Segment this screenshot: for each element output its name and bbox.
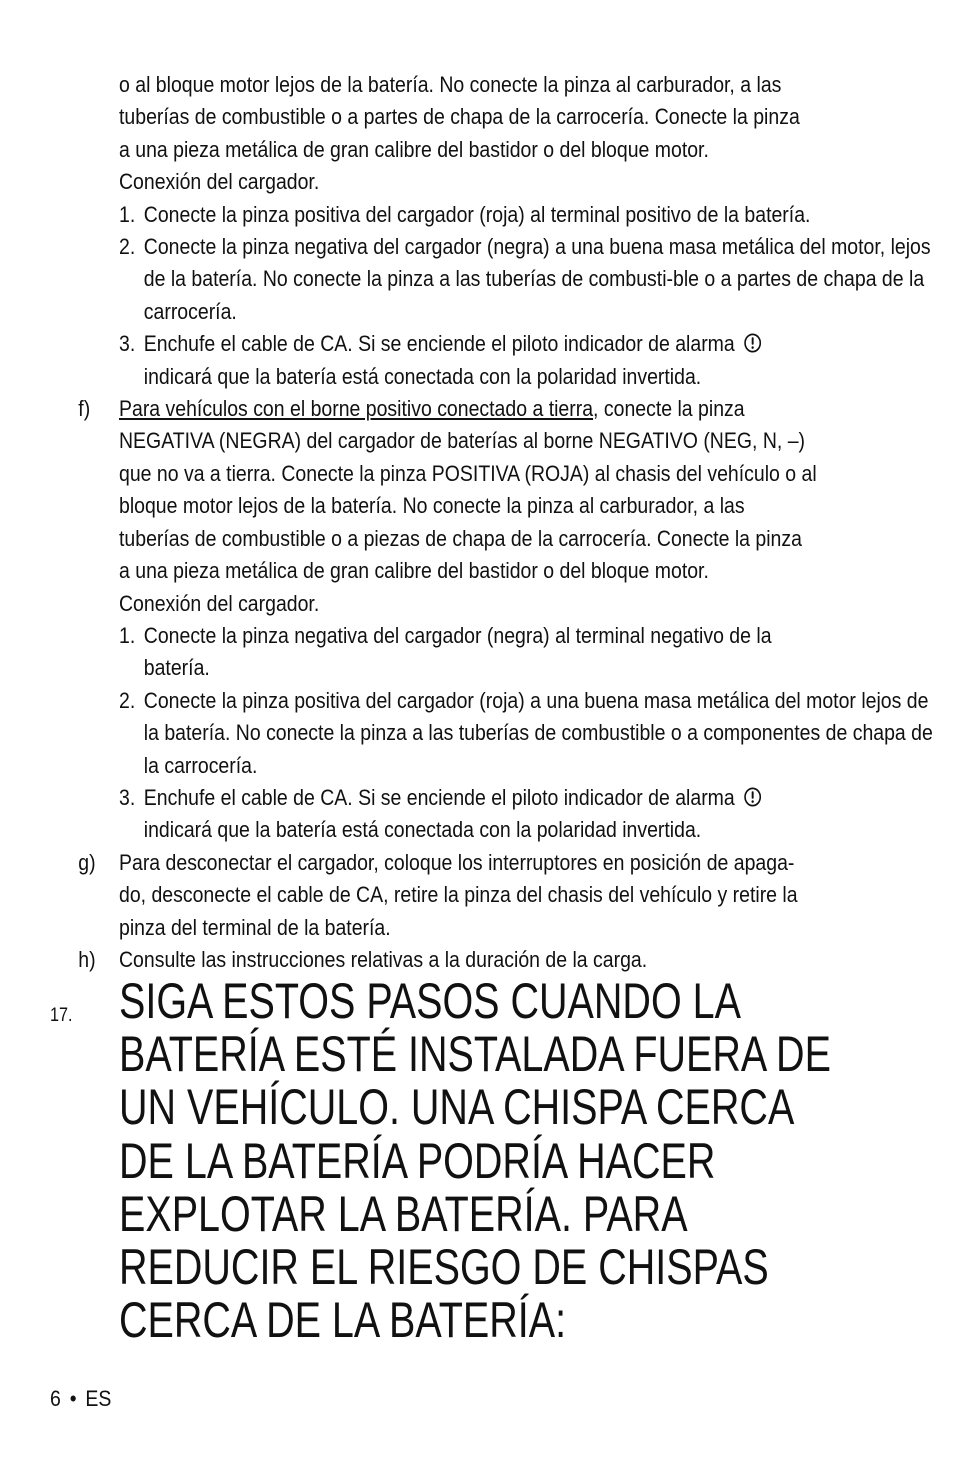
item-f-text: , conecte la pinza NEGATIVA (NEGRA) del cargador de baterías al borne NEGATIVO (NEG, N, –) que no va a tierra. Conecte la pinza POSITIVA (ROJA) al chasis del vehículo o al bloque motor lejos de la batería. No conecte la pinza al carburador, a las tuberías de combustible o a piezas de chapa de la carrocería. Conecte la pinza a una pieza metálica de gran calibre del bastidor o del bloque motor.: [119, 396, 817, 584]
item-f-step-1: [119, 620, 818, 685]
intro-line-1: o al bloque motor lejos de la batería. No conecte la pinza al carburador, a las: [119, 72, 782, 97]
item-h: [78, 944, 818, 976]
item-f-step-2: [119, 685, 933, 782]
step-number: 3.: [119, 784, 136, 810]
connection-heading: Conexión del cargador.: [119, 590, 320, 616]
item-f-underlined: Para vehículos con el borne positivo conectado a tierra: [119, 396, 594, 422]
language-code: ES: [85, 1386, 112, 1411]
item-letter: g): [78, 849, 96, 875]
item-f-step-3: [119, 782, 818, 847]
step-text: Conecte la pinza negativa del cargador (negra) al terminal negativo de la batería.: [143, 622, 772, 681]
step-number: 3.: [119, 331, 136, 357]
warning-text: SIGA ESTOS PASOS CUANDO LA BATERÍA ESTÉ INSTALADA FUERA DE UN VEHÍCULO. UNA CHISPA CERCA DE LA BATERÍA PODRÍA HACER EXPLOTAR LA BATERÍA. PARA REDUCIR EL RIESGO DE CHISPAS CERCA DE LA BATERÍA:: [119, 973, 831, 1349]
step-number: 2.: [119, 687, 136, 713]
step-text: Enchufe el cable de CA. Si se enciende el piloto indicador de alarma: [143, 331, 735, 357]
step-text: Conecte la pinza positiva del cargador (roja) a una buena masa metálica del motor lejos de la batería. No conecte la pinza a las tuberías de combustible o a componentes de chapa de la carrocería.: [143, 687, 933, 778]
item-letter: h): [78, 946, 96, 972]
item-g: [78, 847, 818, 944]
intro-step-2: [119, 231, 931, 328]
step-number: 1.: [119, 201, 136, 227]
step-text-continued: indicará que la batería está conectada con la polaridad invertida.: [143, 817, 702, 843]
page-footer: [50, 1386, 111, 1412]
exclamation-circle-icon: [744, 333, 762, 353]
step-text: Enchufe el cable de CA. Si se enciende el piloto indicador de alarma: [143, 784, 735, 810]
intro-step-1: [119, 199, 818, 231]
item-letter: f): [78, 396, 91, 422]
step-number: 2.: [119, 234, 136, 260]
step-text: Conecte la pinza negativa del cargador (negra) a una buena masa metálica del motor, lejos de la batería. No conecte la pinza a las tuberías de combusti-ble o a partes de chapa de la carrocería.: [143, 234, 931, 324]
step-text-continued: indicará que la batería está conectada con la polaridad invertida.: [143, 363, 702, 389]
item-h-text: Consulte las instrucciones relativas a la duración de la carga.: [119, 946, 648, 972]
item-g-text: Para desconectar el cargador, coloque los interruptores en posición de apaga-do, desconecte el cable de CA, retire la pinza del chasis del vehículo y retire la pinza del terminal de la batería.: [119, 849, 798, 940]
body-text: [78, 69, 933, 976]
warning-number: 17.: [50, 1005, 73, 1026]
intro-line-2: tuberías de combustible o a partes de chapa de la carrocería. Conecte la pinza: [119, 104, 800, 130]
page-number: 6: [50, 1386, 61, 1411]
step-number: 1.: [119, 622, 136, 648]
item-f: [78, 393, 933, 847]
intro-line-3: a una pieza metálica de gran calibre del bastidor o del bloque motor.: [119, 136, 709, 162]
footer-separator: •: [69, 1386, 77, 1411]
intro-step-3: [119, 328, 818, 393]
connection-heading: Conexión del cargador.: [119, 169, 320, 195]
step-text: Conecte la pinza positiva del cargador (roja) al terminal positivo de la batería.: [143, 201, 811, 227]
exclamation-circle-icon: [744, 787, 762, 807]
